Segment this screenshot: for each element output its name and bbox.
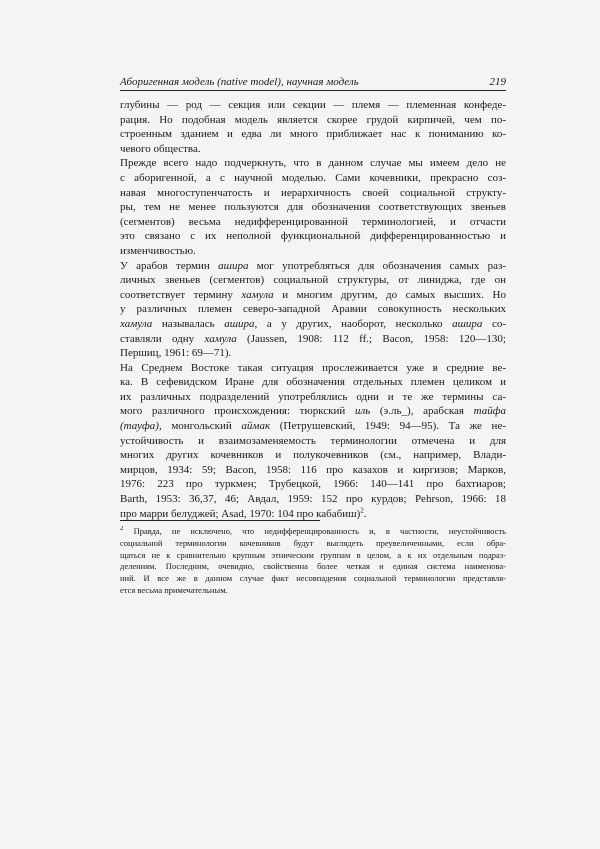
text-run: мого различного происхождения: тюркский <box>120 405 355 418</box>
text-line <box>120 142 506 157</box>
text-run: называлась <box>152 317 225 330</box>
footnote-line <box>120 538 506 550</box>
header-rule <box>120 90 506 91</box>
text-run: многих других кочевников и полукочевников (см., например, Влади- <box>120 449 506 462</box>
text-run: 1976: 223 про туркмен; Трубецкой, 1966: 140—141 про бахтиаров; <box>120 478 506 491</box>
text-run: соответствует термину <box>120 288 242 301</box>
text-line <box>120 332 506 347</box>
text-run: и многим другим, до самых высших. Но <box>273 288 506 301</box>
text-run: На Среднем Востоке такая ситуация прослеживается уже в средние ве- <box>120 361 506 374</box>
text-run: (сегментов) весьма недифференцированной терминологией, и отчасти <box>120 215 506 228</box>
text-line <box>120 98 506 113</box>
text-run: это связано с их неполной функциональной дифференцированностью и <box>120 230 506 243</box>
text-run: чевого общества. <box>120 142 201 155</box>
text-line <box>120 186 506 201</box>
text-run: строенным зданием и едва ли много приближает нас к пониманию ко- <box>120 128 506 141</box>
italic-term: ашира, <box>224 317 258 330</box>
footnote-marker: 2 <box>360 506 364 514</box>
text-line <box>120 492 506 507</box>
running-head <box>120 76 506 88</box>
text-run: изменчивостью. <box>120 244 196 257</box>
footnote-line <box>120 573 506 585</box>
text-run: . <box>363 507 367 520</box>
text-run: глубины — род — секция или секции — племя — племенная конфеде- <box>120 99 506 111</box>
footnote-text: ется весьма примечательным. <box>120 584 228 595</box>
text-line <box>120 244 506 259</box>
text-line <box>120 419 506 434</box>
text-line <box>120 375 506 390</box>
italic-term: хамула <box>204 332 237 345</box>
text-run: ры, тем не менее пользуются для обозначения соответствующих звеньев <box>120 201 506 214</box>
footnote-rule <box>120 520 320 521</box>
text-line <box>120 448 506 463</box>
text-line <box>120 317 506 332</box>
italic-term: хамула <box>241 288 274 301</box>
text-line <box>120 171 506 186</box>
text-run: ставляли одну <box>120 332 205 345</box>
text-line <box>120 477 506 492</box>
text-line <box>120 302 506 317</box>
text-run: а у других, наоборот, несколько <box>257 317 453 330</box>
text-line <box>120 127 506 142</box>
text-line <box>120 273 506 288</box>
text-run: У арабов термин <box>120 259 219 272</box>
italic-term: иль <box>354 405 371 418</box>
italic-term: хамула <box>120 317 153 330</box>
text-line <box>120 404 506 419</box>
text-run: Першиц, 1961: 69—71). <box>120 347 232 360</box>
italic-term: тайфа <box>473 405 506 418</box>
text-run: (Петрушевский, 1949: 94—95). Та же не- <box>270 420 506 433</box>
text-line <box>120 113 506 128</box>
italic-term: ашира <box>218 259 249 272</box>
footnote-line <box>120 585 506 597</box>
text-run: монгольский <box>161 420 242 433</box>
text-line <box>120 156 506 171</box>
footnote-text: делениям. Последним, очевидно, свойственна более четкая и единая система наименова- <box>120 561 506 572</box>
running-head-title: Аборигенная модель (native model), научная модель <box>120 76 359 88</box>
footnote-text: ний. И все же в данном случае факт несовпадения социальной терминологии представля- <box>120 573 506 584</box>
footnote-line <box>120 550 506 562</box>
text-line <box>120 229 506 244</box>
footnote-number: 2 <box>120 526 124 533</box>
text-run: у различных племен северо-западной Аравии совокупность нескольких <box>120 303 506 316</box>
italic-term: аймак <box>241 420 271 433</box>
text-run: про марри белуджей; Asad, 1970: 104 про кабабиш) <box>120 507 361 520</box>
footnote-text: Правда, не исключено, что недифференцированность и, в частности, неустойчивость <box>123 526 506 536</box>
footnote-line <box>120 526 506 538</box>
text-line <box>120 361 506 376</box>
text-line <box>120 215 506 230</box>
text-run: мог употребляться для обозначения самых раз- <box>248 259 506 272</box>
text-run: с аборигенной, а с научной моделью. Сами кочевники, прекрасно соз- <box>120 171 506 184</box>
text-run: (Jaussen, 1908: 112 ff.; Bacon, 1958: 120—130; <box>236 332 506 345</box>
text-line <box>120 288 506 303</box>
text-line <box>120 200 506 215</box>
text-run: (э.ль_), арабская <box>370 405 474 418</box>
italic-term: ашира <box>452 317 483 330</box>
footnote-line <box>120 561 506 573</box>
text-run: навая многоступенчатость и иерархичность своей социальной структу- <box>120 186 506 199</box>
text-run: со- <box>482 317 506 330</box>
text-run: Прежде всего надо подчеркнуть, что в данном случае мы имеем дело не <box>120 157 506 170</box>
text-run: устойчивость и взаимозаменяемость терминологии отмечена и для <box>120 434 506 447</box>
text-run: мирцов, 1934: 59; Bacon, 1958: 116 про казахов и киргизов; Марков, <box>120 463 506 476</box>
text-line <box>120 346 506 361</box>
footnote <box>120 526 506 597</box>
text-run: их различных подразделений употреблялись одни и те же термины са- <box>120 390 506 403</box>
text-line <box>120 259 506 274</box>
text-run: рация. Но подобная модель является скорее грудой кирпичей, чем по- <box>120 113 506 126</box>
text-line <box>120 390 506 405</box>
body-text <box>120 98 506 521</box>
text-line <box>120 434 506 449</box>
footnote-text: социальной терминологии кочевников будут выглядеть преувеличенными, если обра- <box>120 537 506 548</box>
text-line <box>120 463 506 478</box>
footnote-text: щаться не к сравнительно крупным этническим группам в целом, а к их отдельным подраз- <box>120 549 506 560</box>
page-number: 219 <box>489 76 506 88</box>
text-run: Barth, 1953: 36,37, 46; Авдал, 1959: 152 про курдов; Pehrson, 1966: 18 <box>120 493 506 506</box>
text-run: личных звеньев (сегментов) социальной структуры, от линиджа, где он <box>120 274 506 287</box>
text-run: ка. В сефевидском Иране для обозначения отдельных племен целиком и <box>120 376 506 389</box>
italic-term: (тауфа), <box>120 420 162 433</box>
